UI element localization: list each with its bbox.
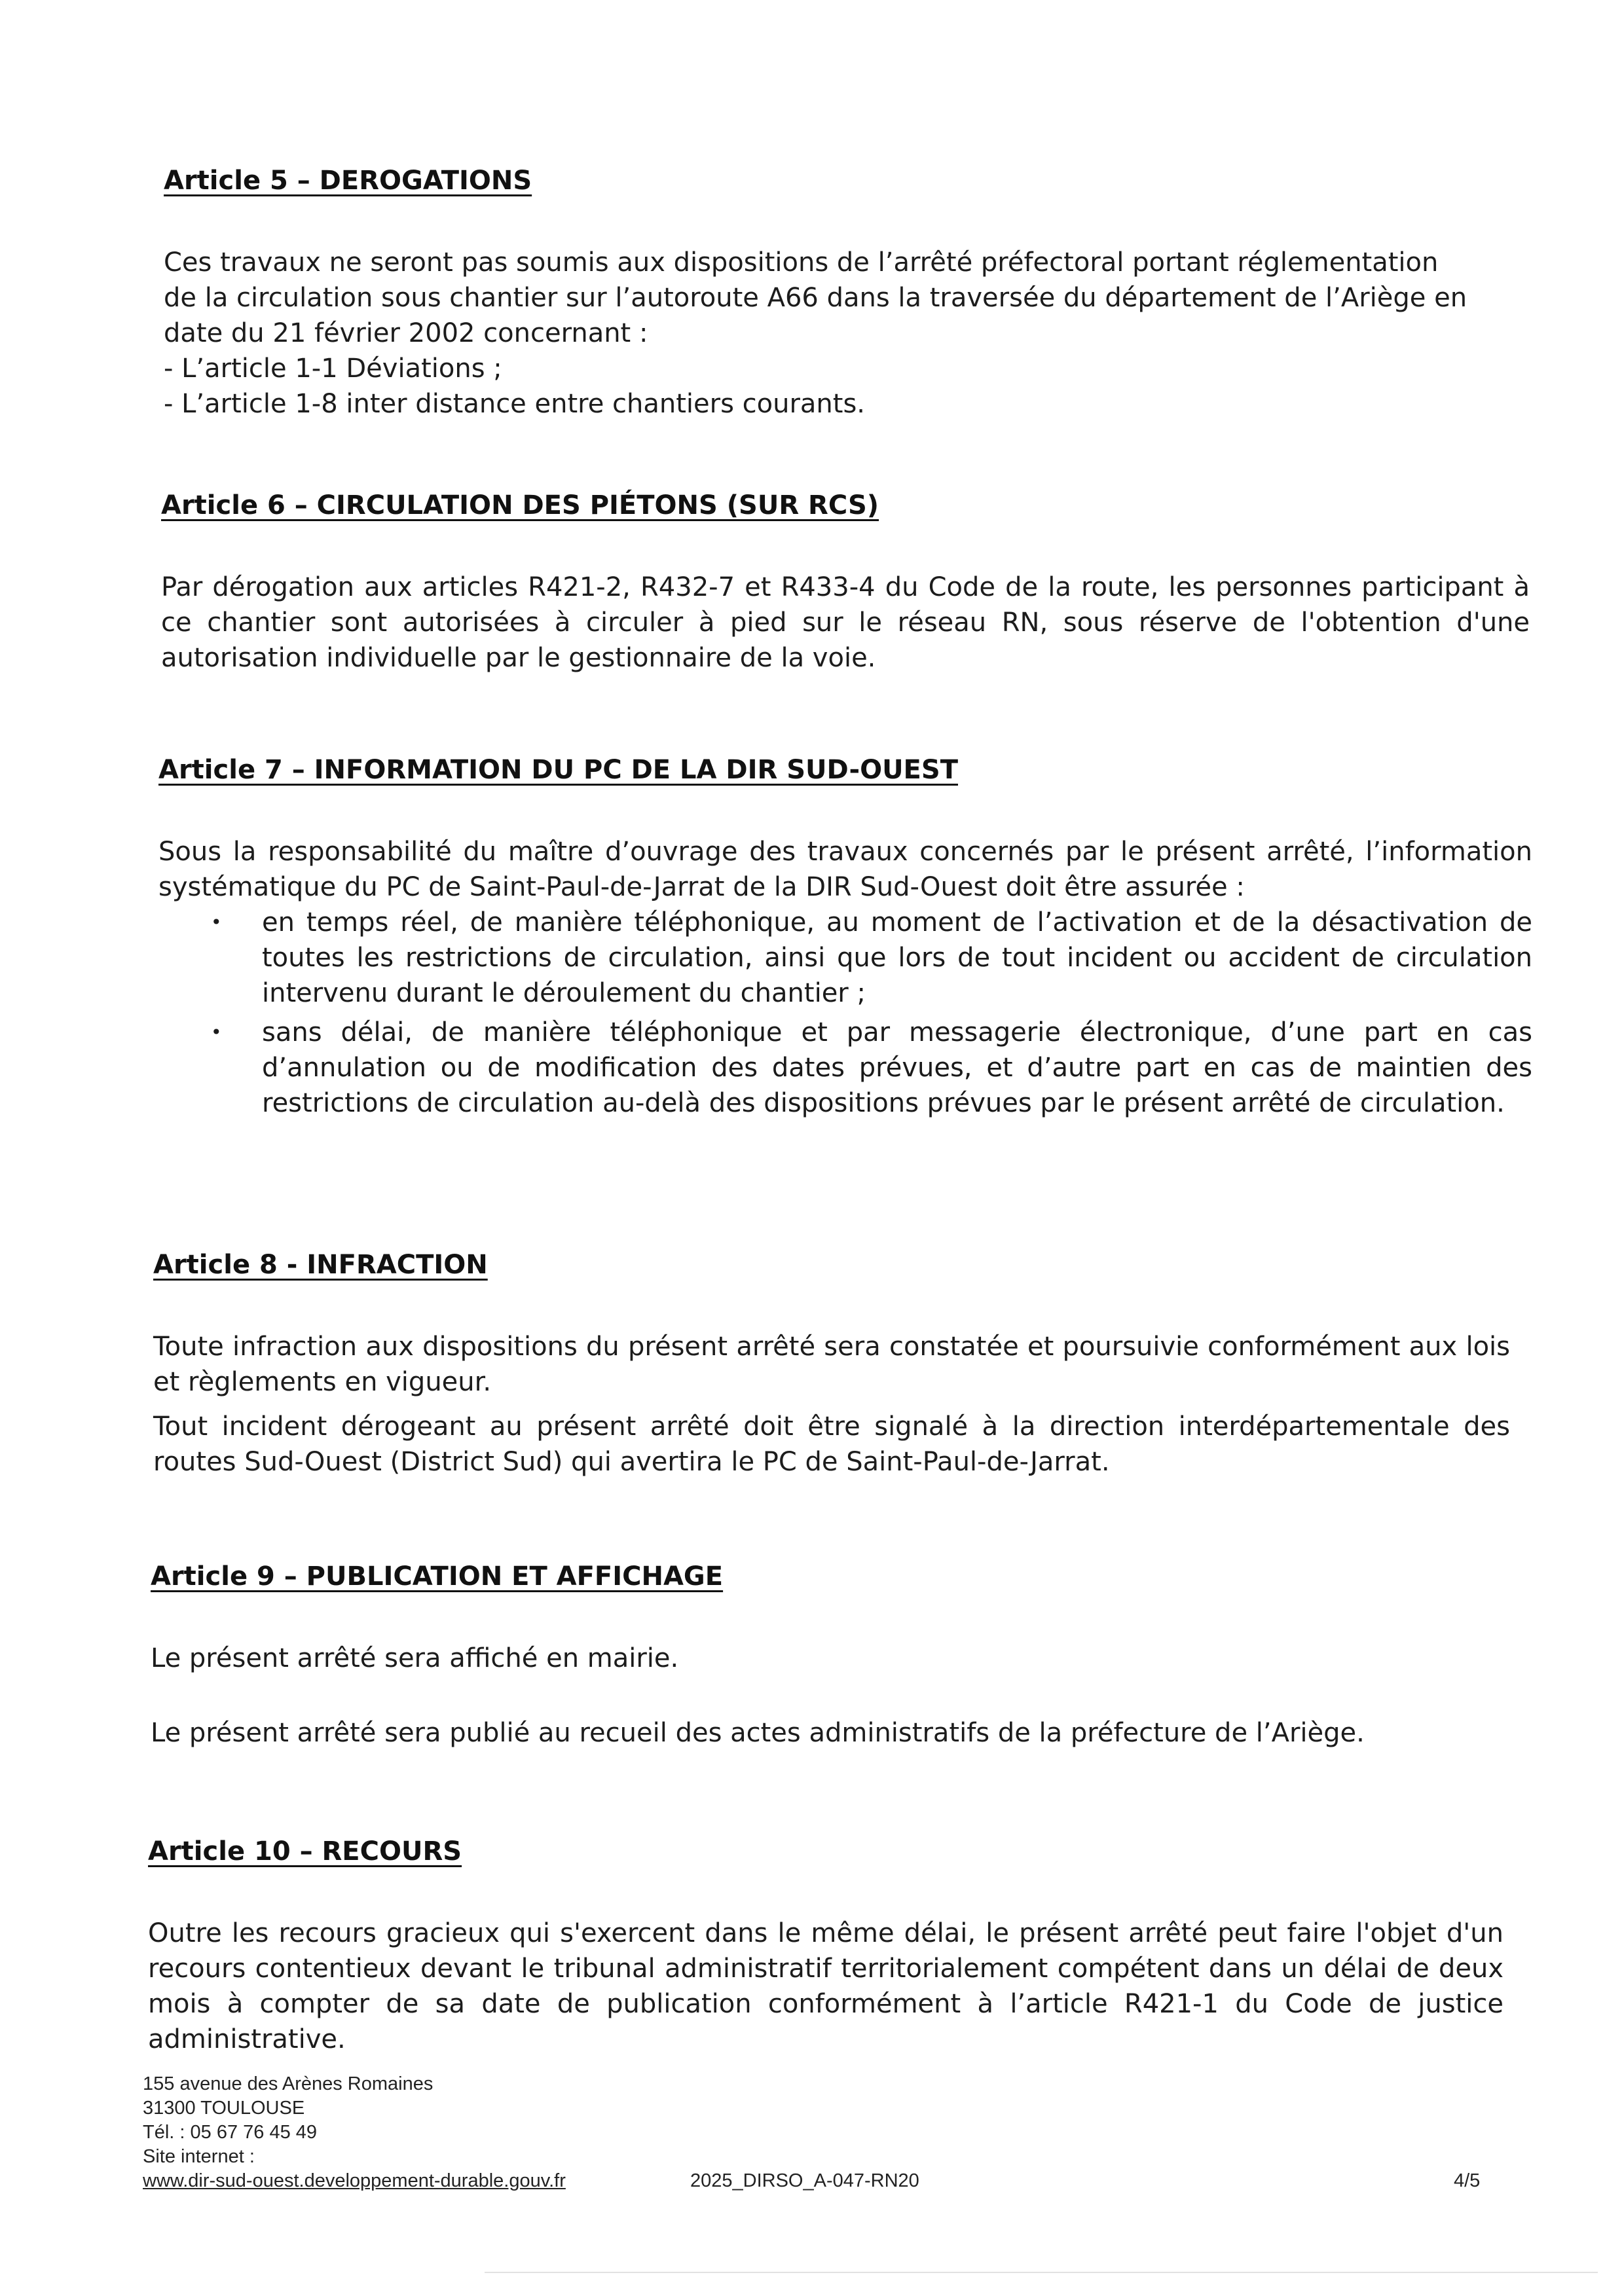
footer-address-street: 155 avenue des Arènes Romaines [143,2073,434,2094]
article-6 [161,487,1530,676]
article-9-paragraph-2: Le présent arrêté sera publié au recueil des actes administratifs de la préfecture de l’Ariège. [151,1718,1365,1748]
article-7 [158,752,1532,1121]
footer-phone: Tél. : 05 67 76 45 49 [143,2122,318,2143]
article-8 [153,1247,1510,1480]
article-5-text [164,245,1532,422]
scan-edge-divider [485,2272,1598,2273]
bullet-text: en temps réel, de manière téléphonique, au moment de l’activation et de la désactivation de toutes les restrictions de circulation, ainsi que lors de tout incident ou accident de circulation intervenu durant le déroulement du chantier ; [262,907,1532,1008]
article-5-line: date du 21 février 2002 concernant : [164,318,648,348]
article-9-heading: Article 9 – PUBLICATION ET AFFICHAGE [151,1561,724,1592]
article-5-line: de la circulation sous chantier sur l’autoroute A66 dans la traversée du département de l’Ariège en [164,283,1467,313]
article-7-bullet-list [158,905,1532,1121]
article-8-heading: Article 8 - INFRACTION [153,1250,488,1280]
article-6-heading: Article 6 – CIRCULATION DES PIÉTONS (SUR RCS) [161,490,879,520]
footer-document-reference: 2025_DIRSO_A-047-RN20 [690,2170,919,2191]
footer-page-number: 4/5 [1454,2170,1481,2191]
article-8-paragraph-1: Toute infraction aux dispositions du présent arrêté sera constatée et poursuivie conformément aux lois et règlements en vigueur. [153,1332,1510,1397]
page-footer [143,2072,1492,2193]
bullet-icon: • [211,1021,222,1043]
article-5-heading: Article 5 – DEROGATIONS [164,166,532,196]
article-10 [148,1833,1504,2057]
article-7-heading: Article 7 – INFORMATION DU PC DE LA DIR SUD-OUEST [158,755,958,785]
footer-site-label: Site internet : [143,2146,255,2167]
list-item [158,1015,1532,1121]
article-7-intro: Sous la responsabilité du maître d’ouvrage des travaux concernés par le présent arrêté, l’information systématique du PC de Saint-Paul-de-Jarrat de la DIR Sud-Ouest doit être assurée : [158,837,1532,902]
article-5-line: - L’article 1-8 inter distance entre chantiers courants. [164,389,866,419]
footer-bottom-row [143,2169,1492,2193]
bullet-text: sans délai, de manière téléphonique et par messagerie électronique, d’une part en cas d’annulation ou de modification des dates prévues, et d’autre part en cas de maintien des restrictions de circulation au-delà des dispositions prévues par le présent arrêté de circulation. [262,1017,1532,1118]
article-5 [164,162,1532,422]
article-10-paragraph: Outre les recours gracieux qui s'exercent dans le même délai, le présent arrêté peut faire l'objet d'un recours contentieux devant le tribunal administratif territorialement compétent dans un délai de deux mois à compter de sa date de publication conformément à l’article R421-1 du Code de justice administrative. [148,1918,1504,2054]
list-item [158,905,1532,1011]
article-5-line: - L’article 1-1 Déviations ; [164,354,502,384]
article-6-paragraph: Par dérogation aux articles R421-2, R432-7 et R433-4 du Code de la route, les personnes participant à ce chantier sont autorisées à circuler à pied sur le réseau RN, sous réserve de l'obtention d'une autorisation individuelle par le gestionnaire de la voie. [161,572,1530,673]
article-8-paragraph-2: Tout incident dérogeant au présent arrêté doit être signalé à la direction interdépartementale des routes Sud-Ouest (District Sud) qui avertira le PC de Saint-Paul-de-Jarrat. [153,1412,1510,1477]
footer-website-link[interactable]: www.dir-sud-ouest.developpement-durable.gouv.fr [143,2170,566,2191]
article-9 [151,1558,1513,1751]
bullet-icon: • [211,911,222,933]
article-5-line: Ces travaux ne seront pas soumis aux dispositions de l’arrêté préfectoral portant réglementation [164,247,1439,278]
article-10-heading: Article 10 – RECOURS [148,1836,462,1867]
footer-address-city: 31300 TOULOUSE [143,2098,305,2119]
article-9-paragraph-1: Le présent arrêté sera affiché en mairie. [151,1643,679,1673]
